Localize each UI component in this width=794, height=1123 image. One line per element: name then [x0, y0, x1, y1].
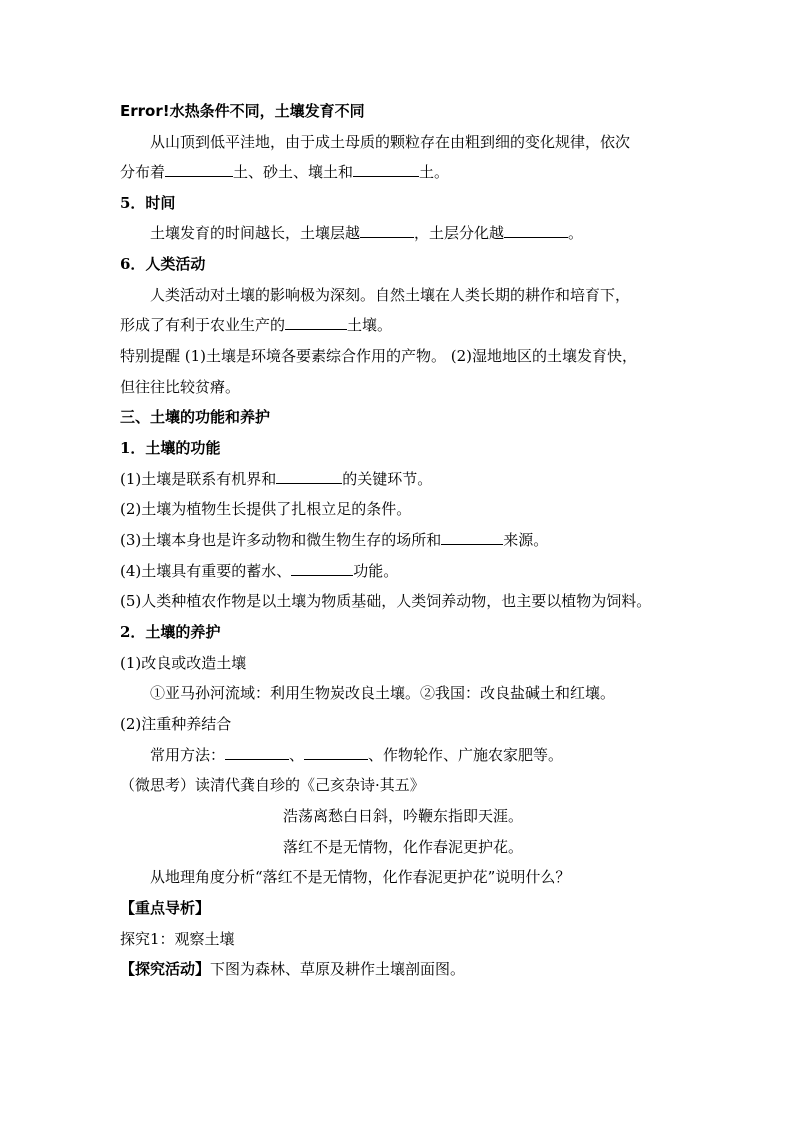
- text-segment: 土、砂土、壤土和: [233, 163, 354, 181]
- paragraph-line: 人类活动对土壤的影响极为深刻。自然土壤在人类长期的耕作和培育下，: [150, 286, 631, 304]
- text-segment: (4)土壤具有重要的蓄水、: [120, 562, 292, 580]
- answer-blank[interactable]: [291, 560, 353, 576]
- poem-line-2: 落红不是无情物，化作春泥更护花。: [283, 838, 524, 856]
- paragraph-line: 从山顶到低平洼地，由于成土母质的颗粒存在由粗到细的变化规律，依次: [150, 133, 631, 151]
- text-segment: 土壤。: [347, 316, 393, 334]
- text-segment: (3)土壤本身也是许多动物和微生物生存的场所和: [120, 531, 442, 549]
- answer-blank[interactable]: [285, 314, 347, 330]
- answer-blank[interactable]: [304, 744, 368, 760]
- text-segment: 、: [289, 746, 305, 764]
- special-reminder-line: 但往往比较贫瘠。: [120, 378, 241, 396]
- answer-blank[interactable]: [165, 161, 233, 177]
- answer-blank[interactable]: [360, 222, 414, 238]
- text-segment: 的关键环节。: [342, 470, 433, 488]
- subheading-care: 2．土壤的养护: [120, 623, 221, 641]
- poem-line-1: 浩荡离愁白日斜，吟鞭东指即天涯。: [283, 807, 524, 825]
- special-reminder-line: 特别提醒 (1)土壤是环境各要素综合作用的产物。 (2)湿地地区的土壤发育快，: [120, 347, 638, 365]
- answer-blank[interactable]: [353, 161, 419, 177]
- fill-line-soil-types: [120, 161, 449, 183]
- fill-line-function-1: [120, 468, 432, 490]
- activity-label: 【探究活动】: [120, 960, 211, 978]
- answer-blank[interactable]: [276, 468, 342, 484]
- fill-line-function-4: [120, 560, 398, 582]
- fill-line-methods: [150, 744, 563, 766]
- explore-activity-line: [120, 958, 465, 980]
- key-guide-heading: 【重点导析】: [120, 899, 211, 917]
- fill-line-function-3: [120, 529, 548, 551]
- answer-blank[interactable]: [441, 529, 503, 545]
- section-heading-function-care: 三、土壤的功能和养护: [120, 408, 271, 426]
- care-item-2: (2)注重种养结合: [120, 715, 232, 733]
- section-heading-time: 5．时间: [120, 194, 176, 212]
- answer-blank[interactable]: [504, 222, 568, 238]
- heading-text: 水热条件不同，土壤发育不同: [169, 102, 365, 120]
- text-segment: 来源。: [503, 531, 549, 549]
- think-question-intro: （微思考）读清代龚自珍的《己亥杂诗·其五》: [120, 776, 425, 794]
- text-segment: 下图为森林、草原及耕作土壤剖面图。: [210, 960, 466, 978]
- text-segment: 、作物轮作、广施农家肥等。: [368, 746, 564, 764]
- answer-blank[interactable]: [225, 744, 289, 760]
- text-segment: 功能。: [353, 562, 399, 580]
- text-segment: 。: [568, 224, 584, 242]
- text-segment: 形成了有利于农业生产的: [120, 316, 286, 334]
- text-segment: 分布着: [120, 163, 166, 181]
- line-water-heat-heading: [120, 100, 365, 122]
- function-item-2: (2)土壤为植物生长提供了扎根立足的条件。: [120, 500, 412, 518]
- text-segment: 土壤发育的时间越长，土壤层越: [150, 224, 361, 242]
- subheading-function: 1．土壤的功能: [120, 439, 221, 457]
- fill-line-agriculture: [120, 314, 392, 336]
- function-item-5: (5)人类种植农作物是以土壤为物质基础，人类饲养动物，也主要以植物为饲料。: [120, 592, 652, 610]
- care-item-1: (1)改良或改造土壤: [120, 654, 247, 672]
- explore-title: 探究1：观察土壤: [120, 930, 235, 948]
- section-heading-human-activity: 6．人类活动: [120, 255, 206, 273]
- error-marker: Error!: [120, 102, 170, 120]
- text-segment: ，土层分化越: [414, 224, 505, 242]
- text-segment: 常用方法：: [150, 746, 226, 764]
- think-question: 从地理角度分析“落红不是无情物，化作春泥更护花”说明什么？: [150, 868, 571, 886]
- care-example-line: ①亚马孙河流域：利用生物炭改良土壤。②我国：改良盐碱土和红壤。: [150, 684, 616, 702]
- fill-line-time: [150, 222, 583, 244]
- text-segment: (1)土壤是联系有机界和: [120, 470, 277, 488]
- text-segment: 土。: [419, 163, 450, 181]
